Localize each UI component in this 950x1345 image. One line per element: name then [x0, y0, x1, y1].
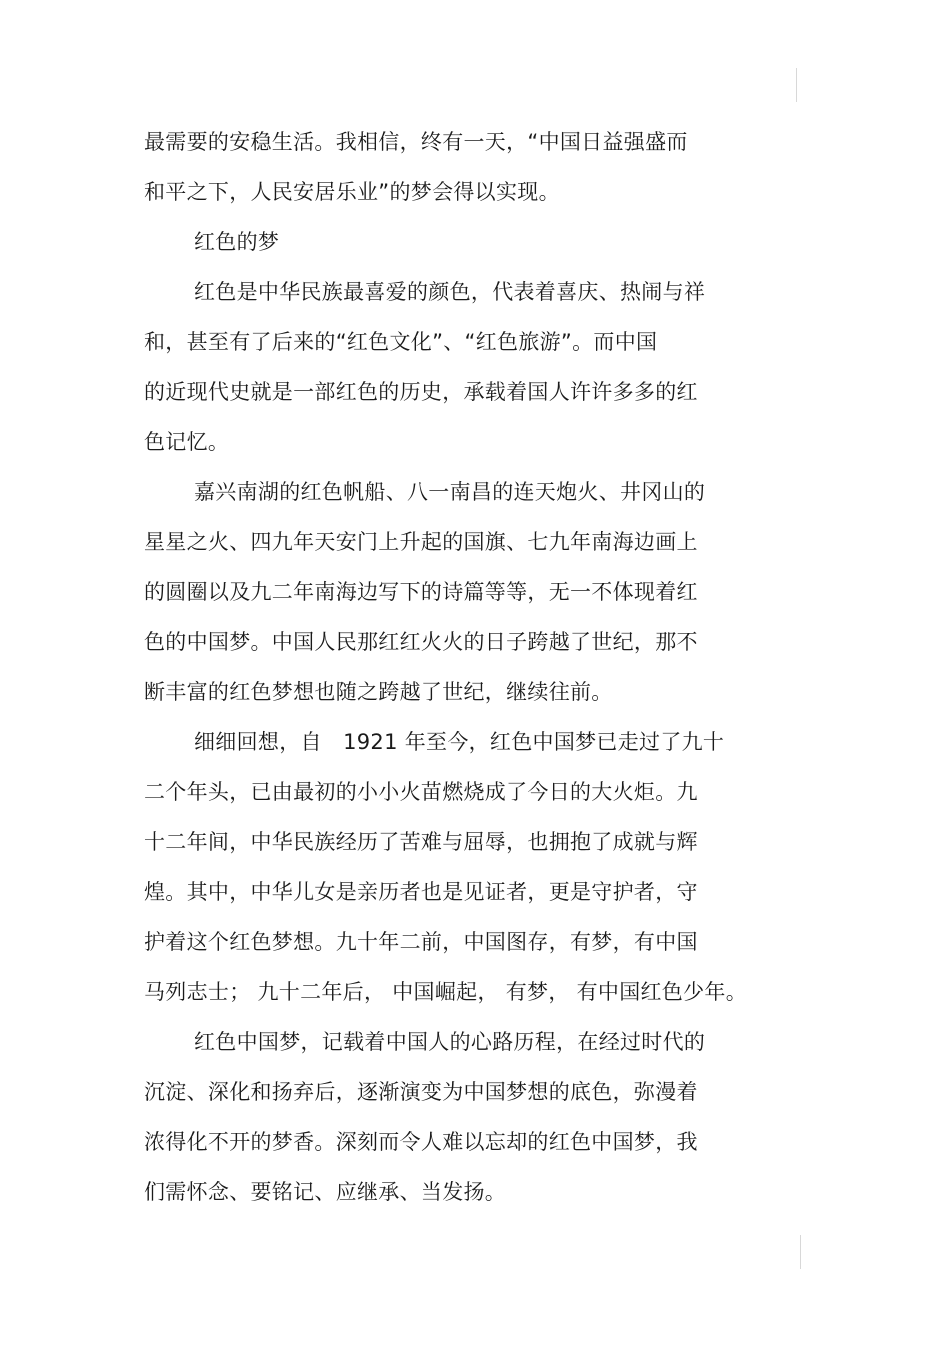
page-margin-mark-bottom [800, 1235, 801, 1269]
text-line: 红色中国梦，记载着中国人的心路历程，在经过时代的 [194, 1030, 706, 1054]
text-line: 浓得化不开的梦香。深刻而令人难以忘却的红色中国梦，我 [144, 1130, 698, 1154]
text-line: 星星之火、四九年天安门上升起的国旗、七九年南海边画上 [144, 530, 698, 554]
text-line: 断丰富的红色梦想也随之跨越了世纪，继续往前。 [144, 680, 613, 704]
text-line: 细细回想，自 1921 年至今，红色中国梦已走过了九十 [194, 730, 725, 754]
text-line: 色记忆。 [144, 430, 230, 454]
text-line: 最需要的安稳生活。我相信，终有一天，“中国日益强盛而 [144, 130, 688, 154]
text-line: 马列志士； 九十二年后， 中国崛起， 有梦， 有中国红色少年。 [144, 980, 747, 1004]
text-line: 十二年间，中华民族经历了苦难与屈辱，也拥抱了成就与辉 [144, 830, 698, 854]
text-line: 护着这个红色梦想。九十年二前，中国图存，有梦，有中国 [144, 930, 698, 954]
text-line: 煌。其中，中华儿女是亲历者也是见证者，更是守护者，守 [144, 880, 698, 904]
text-line: 沉淀、深化和扬弃后，逐渐演变为中国梦想的底色，弥漫着 [144, 1080, 698, 1104]
text-line: 红色是中华民族最喜爱的颜色，代表着喜庆、热闹与祥 [194, 280, 706, 304]
text-line: 二个年头，已由最初的小小火苗燃烧成了今日的大火炬。九 [144, 780, 698, 804]
text-line: 和，甚至有了后来的“红色文化”、“红色旅游”。而中国 [144, 330, 658, 354]
text-line: 的圆圈以及九二年南海边写下的诗篇等等，无一不体现着红 [144, 580, 698, 604]
text-line: 们需怀念、要铭记、应继承、当发扬。 [144, 1180, 507, 1204]
section-heading: 红色的梦 [194, 230, 280, 254]
text-line: 色的中国梦。中国人民那红红火火的日子跨越了世纪，那不 [144, 630, 698, 654]
text-line: 嘉兴南湖的红色帆船、八一南昌的连天炮火、井冈山的 [194, 480, 706, 504]
text-line: 的近现代史就是一部红色的历史，承载着国人许许多多的红 [144, 380, 698, 404]
text-line: 和平之下，人民安居乐业”的梦会得以实现。 [144, 180, 560, 204]
page-margin-mark-top [796, 68, 797, 102]
